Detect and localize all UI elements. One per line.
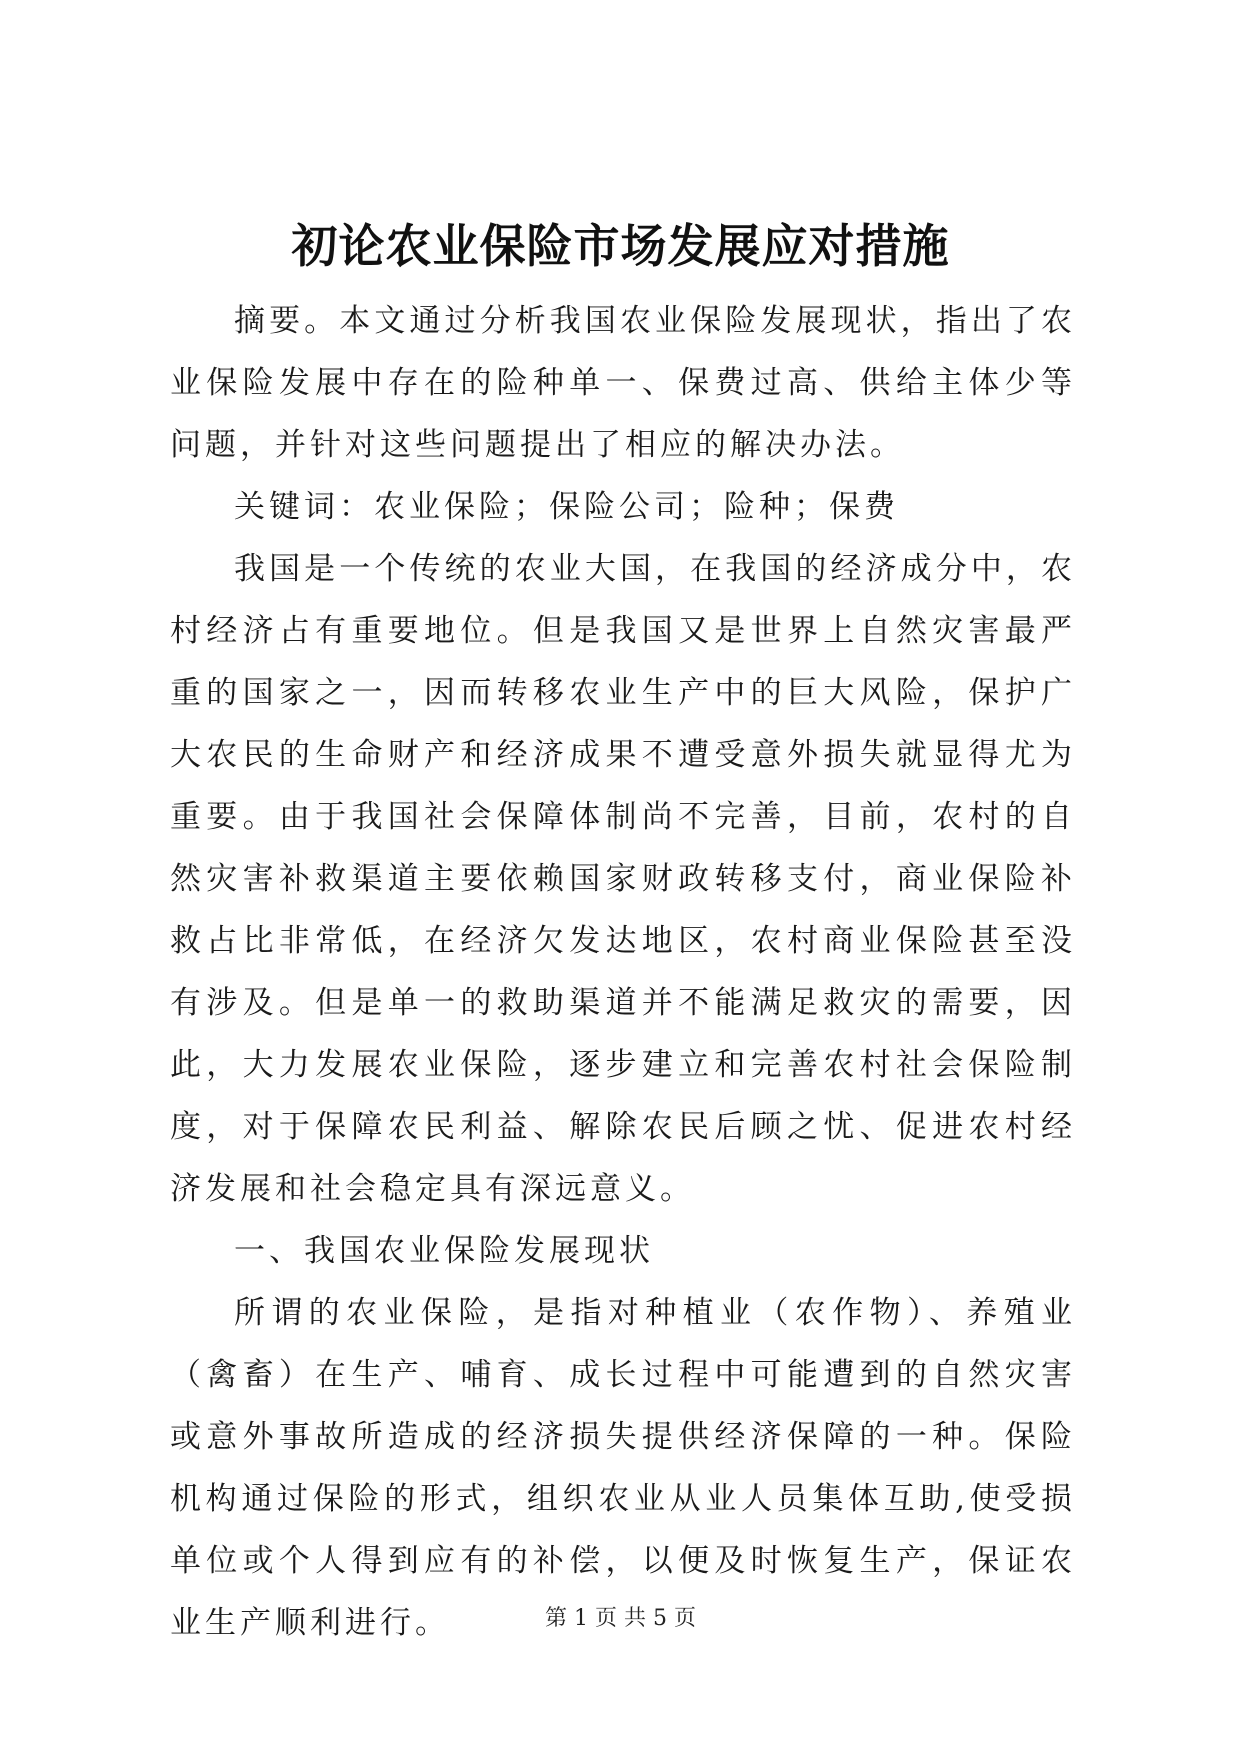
page-footer: 第 1 页 共 5 页 [545, 1606, 696, 1631]
definition-paragraph: 所谓的农业保险，是指对种植业（农作物）、养殖业（禽畜）在生产、哺育、成长过程中可能遭到的自然灾害或意外事故所造成的经济损失提供经济保障的一种。保险机构通过保险的形式，组织农业从业人员集体互助,使受损单位或个人得到应有的补偿，以便及时恢复生产，保证农业生产顺利进行。 [170, 1295, 1076, 1641]
intro-paragraph: 我国是一个传统的农业大国，在我国的经济成分中，农村经济占有重要地位。但是我国又是世界上自然灾害最严重的国家之一，因而转移农业生产中的巨大风险，保护广大农民的生命财产和经济成果不遭受意外损失就显得尤为重要。由于我国社会保障体制尚不完善，目前，农村的自然灾害补救渠道主要依赖国家财政转移支付，商业保险补救占比非常低，在经济欠发达地区，农村商业保险甚至没有涉及。但是单一的救助渠道并不能满足救灾的需要，因此，大力发展农业保险，逐步建立和完善农村社会保险制度，对于保障农民利益、解除农民后顾之忧、促进农村经济发展和社会稳定具有深远意义。 [170, 551, 1076, 1207]
keywords-paragraph: 关键词：农业保险；保险公司；险种；保费 [234, 489, 899, 525]
abstract-paragraph: 摘要。本文通过分析我国农业保险发展现状，指出了农业保险发展中存在的险种单一、保费过高、供给主体少等问题，并针对这些问题提出了相应的解决办法。 [170, 303, 1076, 463]
page-title: 初论农业保险市场发展应对措施 [291, 219, 950, 273]
section-heading: 一、我国农业保险发展现状 [234, 1233, 654, 1269]
document-body [170, 290, 1076, 1654]
